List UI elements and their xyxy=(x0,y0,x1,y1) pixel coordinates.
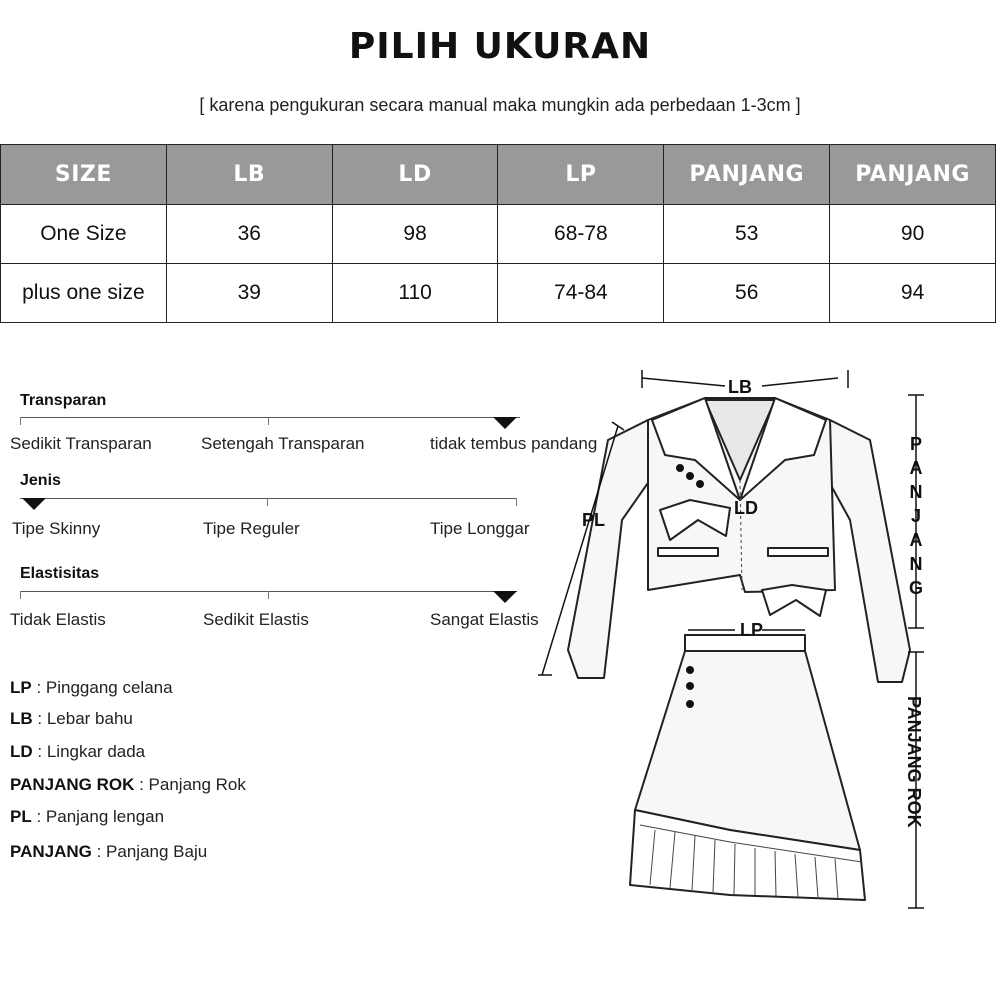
button-dot xyxy=(686,666,694,674)
scale-elastisitas xyxy=(0,565,560,629)
legend-key: PANJANG ROK xyxy=(10,775,135,794)
scale-marker-icon xyxy=(493,417,517,429)
cell-lp: 74-84 xyxy=(498,264,664,323)
legend-key: LB xyxy=(10,709,33,728)
legend-item-lb xyxy=(10,709,133,729)
garment-sketch xyxy=(530,360,1000,920)
cell-size: plus one size xyxy=(1,264,167,323)
legend-value: : Panjang Baju xyxy=(91,842,208,861)
scale-label: Sedikit Transparan xyxy=(10,434,152,453)
scale-title: Elastisitas xyxy=(20,565,100,582)
button-dot xyxy=(686,682,694,690)
scale-marker-icon xyxy=(22,498,46,510)
bow-lower xyxy=(762,585,826,616)
label-ld: LD xyxy=(734,498,758,518)
table-row xyxy=(1,205,996,264)
button-dot xyxy=(686,472,694,480)
label-lp: LP xyxy=(740,620,764,640)
legend-item-panjang-rok xyxy=(10,775,246,795)
scale-label: Tipe Skinny xyxy=(12,519,101,538)
cell-ld: 110 xyxy=(332,264,498,323)
scale-label: Setengah Transparan xyxy=(201,434,365,453)
scale-title: Transparan xyxy=(20,392,107,409)
scale-transparan xyxy=(0,392,598,453)
cell-panjang: 53 xyxy=(664,205,830,264)
scale-label: Tidak Elastis xyxy=(10,610,106,629)
cell-panjang-rok: 94 xyxy=(830,264,996,323)
header-size: SIZE xyxy=(1,145,167,205)
legend-value: : Panjang lengan xyxy=(31,807,165,826)
legend-value: : Pinggang celana xyxy=(31,678,173,697)
cell-lb: 39 xyxy=(166,264,332,323)
cell-size: One Size xyxy=(1,205,167,264)
scale-title: Jenis xyxy=(20,472,61,489)
size-table xyxy=(0,144,996,323)
label-panjang-rok: PANJANG ROK xyxy=(904,696,924,828)
header-ld: LD xyxy=(332,145,498,205)
cell-ld: 98 xyxy=(332,205,498,264)
legend-item-lp xyxy=(10,678,173,698)
pocket-left xyxy=(658,548,718,556)
legend-key: PL xyxy=(10,807,32,826)
cell-lp: 68-78 xyxy=(498,205,664,264)
legend-key: LP xyxy=(10,678,32,697)
legend-item-ld xyxy=(10,742,145,762)
pocket-right xyxy=(768,548,828,556)
scale-label: Sedikit Elastis xyxy=(203,610,309,629)
button-dot xyxy=(686,700,694,708)
scale-line xyxy=(20,498,516,499)
header-panjang: PANJANG xyxy=(664,145,830,205)
scale-tick xyxy=(516,498,517,506)
legend-key: PANJANG xyxy=(10,842,92,861)
header-lb: LB xyxy=(166,145,332,205)
legend-item-panjang xyxy=(10,842,207,862)
legend-value: : Lebar bahu xyxy=(32,709,133,728)
garment-diagram xyxy=(530,360,1000,920)
scale-label: Tipe Reguler xyxy=(203,519,300,538)
scale-tick xyxy=(267,498,268,506)
table-header-row xyxy=(1,145,996,205)
button-dot xyxy=(696,480,704,488)
cell-lb: 36 xyxy=(166,205,332,264)
scale-tick xyxy=(20,591,21,599)
header-lp: LP xyxy=(498,145,664,205)
scale-label: Tipe Longgar xyxy=(430,519,530,538)
cell-panjang-rok: 90 xyxy=(830,205,996,264)
scale-line xyxy=(20,417,520,418)
header-panjang-rok: PANJANG xyxy=(830,145,996,205)
label-panjang: PANJANG xyxy=(908,434,923,598)
scale-tick xyxy=(268,591,269,599)
table-row xyxy=(1,264,996,323)
page-title: PILIH UKURAN xyxy=(348,26,652,67)
legend-value: : Panjang Rok xyxy=(134,775,246,794)
cell-panjang: 56 xyxy=(664,264,830,323)
scale-tick xyxy=(268,417,269,425)
scale-tick xyxy=(20,417,21,425)
scale-label: Sangat Elastis xyxy=(430,610,539,629)
scale-marker-icon xyxy=(493,591,517,603)
button-dot xyxy=(676,464,684,472)
scale-label: tidak tembus pandang xyxy=(430,434,598,453)
scale-jenis xyxy=(0,472,560,538)
legend-key: LD xyxy=(10,742,33,761)
label-lb: LB xyxy=(728,377,752,397)
jacket-right-sleeve xyxy=(828,420,910,682)
legend-value: : Lingkar dada xyxy=(32,742,146,761)
legend-item-pl xyxy=(10,807,164,827)
measurement-note: [ karena pengukuran secara manual maka mungkin ada perbedaan 1-3cm ] xyxy=(199,95,801,115)
label-pl: PL xyxy=(582,510,606,530)
